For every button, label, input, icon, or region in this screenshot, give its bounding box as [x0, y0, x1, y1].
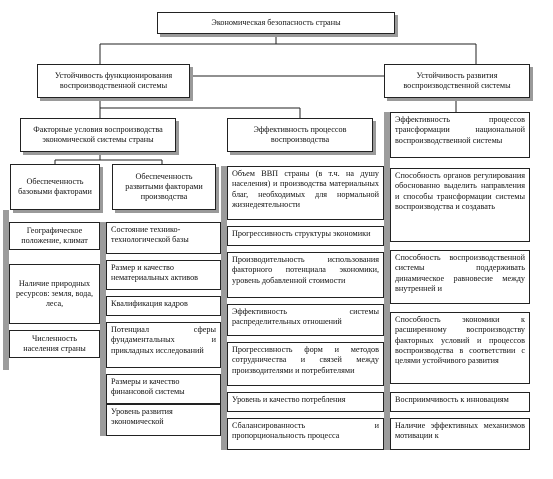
stability-development-node: Устойчивость развития воспроизводственной системы [384, 64, 530, 98]
development-item: Способность экономики к расширенному воспроизводству факторных условий и процессов воспроизводства в соответствии с целями устойчивого развития [390, 312, 530, 384]
efficiency-item: Прогрессивность форм и методов сотрудничества и связей между производителями и потребителями [227, 342, 384, 386]
developed-item: Состояние технико-технологической базы [106, 222, 221, 254]
basic-item: Наличие природных ресурсов: земля, вода, леса, [9, 264, 100, 324]
efficiency-item: Сбалансированность и пропорциональность процесса [227, 418, 384, 450]
developed-item: Размеры и качество финансовой системы [106, 374, 221, 404]
factor-conditions-node: Факторные условия воспроизводства экономической системы страны [20, 118, 176, 152]
process-efficiency-node: Эффективность процессов воспроизводства [227, 118, 373, 152]
efficiency-item: Прогрессивность структуры экономики [227, 226, 384, 246]
developed-item: Потенциал сферы фундаментальных и прикладных исследований [106, 322, 221, 368]
efficiency-item: Эффективность системы распределительных отношений [227, 304, 384, 336]
development-item: Восприимчивость к инновациям [390, 392, 530, 412]
root-node: Экономическая безопасность страны [157, 12, 395, 34]
development-item: Эффективность процессов трансформации национальной воспроизводственной системы [390, 112, 530, 158]
efficiency-item: Уровень и качество потребления [227, 392, 384, 412]
developed-item: Квалификация кадров [106, 296, 221, 316]
stability-functioning-node: Устойчивость функционирования воспроизводственной системы [37, 64, 190, 98]
efficiency-item: Объем ВВП страны (в т.ч. на душу населения) и производства материальных благ, необходимых для нормальной жизнедеятельности [227, 166, 384, 220]
development-item: Способность воспроизводственной системы поддерживать динамическое равновесие между внутренней и [390, 250, 530, 304]
developed-item: Уровень развития экономической [106, 404, 221, 436]
developed-factors-node: Обеспеченность развитыми факторами производства [112, 164, 216, 210]
development-item: Способность органов регулирования обоснованно выделить направления и способы трансформации системы воспроизводства и создавать [390, 168, 530, 242]
basic-item: Географическое положение, климат [9, 222, 100, 250]
development-item: Наличие эффективных механизмов мотивации к [390, 418, 530, 450]
efficiency-item: Производительность использования факторного потенциала экономики, уровень добавленной стоимости [227, 252, 384, 298]
basic-factors-node: Обеспеченность базовыми факторами [10, 164, 100, 210]
developed-item: Размер и качество нематериальных активов [106, 260, 221, 290]
basic-item: Численность населения страны [9, 330, 100, 358]
